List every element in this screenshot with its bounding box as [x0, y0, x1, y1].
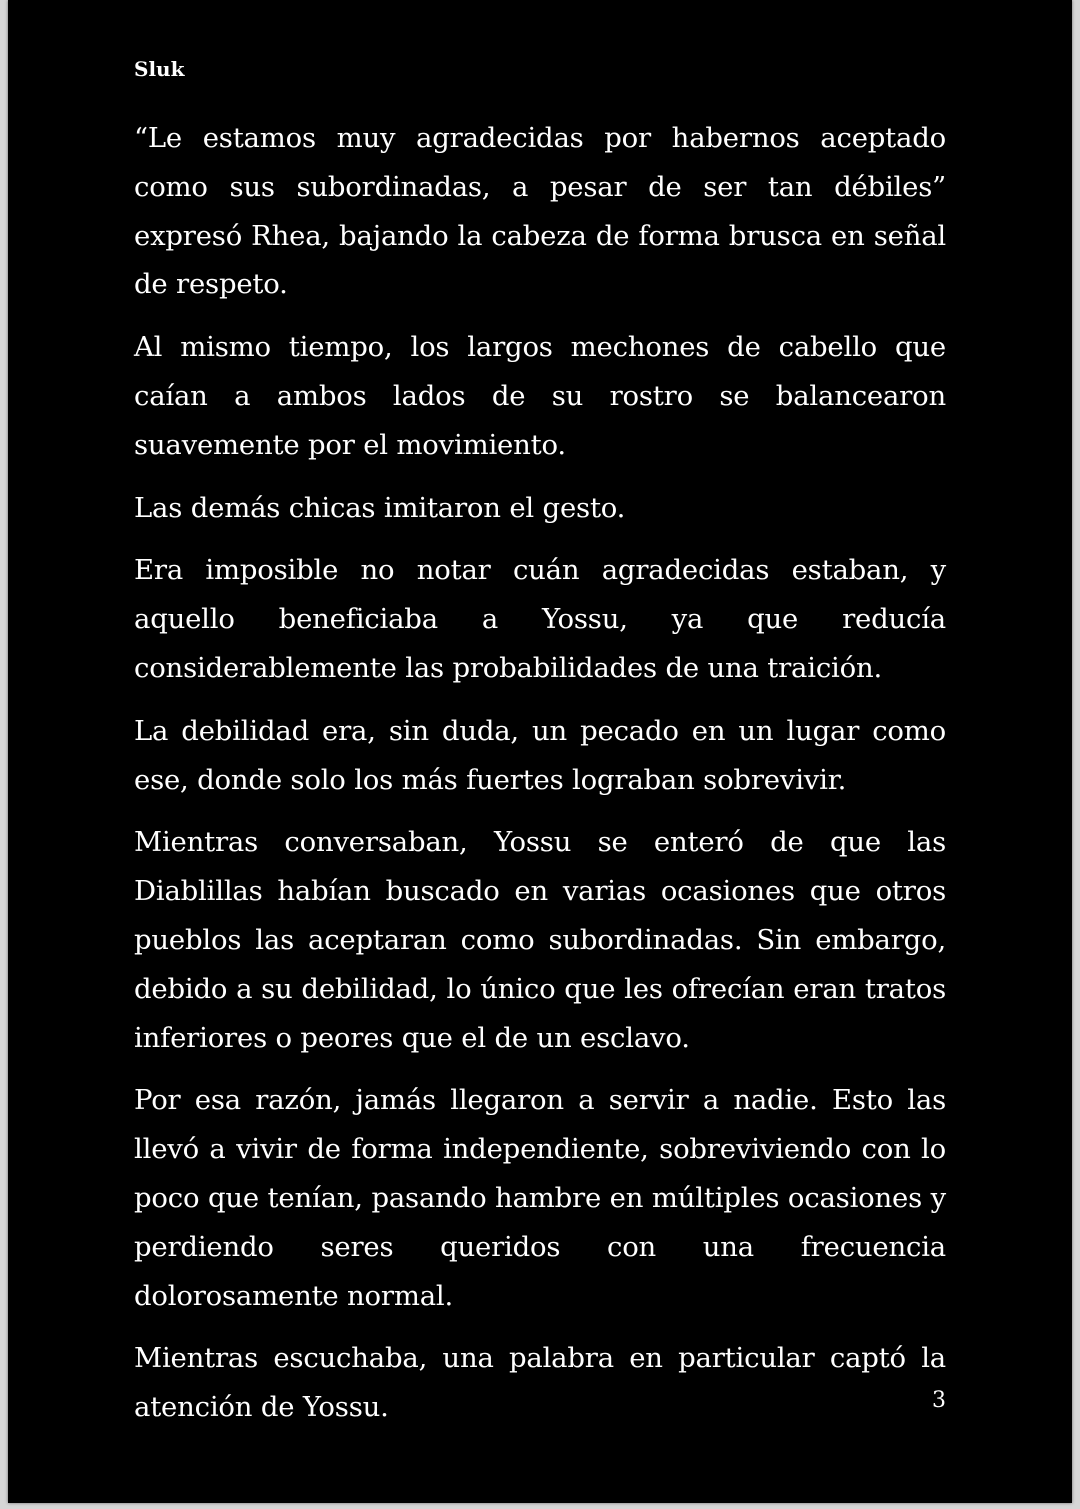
paragraph: Por esa razón, jamás llegaron a servir a nadie. Esto las llevó a vivir de forma independiente, sobreviviendo con lo poco que tenían, pasando hambre en múltiples ocasiones y perdiendo seres queridos con una frecuencia dolorosamente normal. [134, 1084, 946, 1312]
page-body [134, 114, 946, 1446]
paragraph: Al mismo tiempo, los largos mechones de cabello que caían a ambos lados de su rostro se balancearon suavemente por el movimiento. [134, 331, 946, 461]
paragraph: Era imposible no notar cuán agradecidas estaban, y aquello beneficiaba a Yossu, ya que reducía considerablemente las probabilidades de una traición. [134, 554, 946, 684]
paragraph: Las demás chicas imitaron el gesto. [134, 491, 626, 524]
paragraph: Mientras conversaban, Yossu se enteró de que las Diablillas habían buscado en varias ocasiones que otros pueblos las aceptaran como subordinadas. Sin embargo, debido a su debilidad, lo único que les ofrecían eran tratos inferiores o peores que el de un esclavo. [134, 826, 946, 1054]
document-page [8, 0, 1072, 1503]
paragraph: “Le estamos muy agradecidas por habernos aceptado como sus subordinadas, a pesar de ser tan débiles” expresó Rhea, bajando la cabeza de forma brusca en señal de respeto. [134, 122, 946, 301]
paragraph: Mientras escuchaba, una palabra en particular captó la atención de Yossu. [134, 1342, 946, 1424]
paragraph: La debilidad era, sin duda, un pecado en un lugar como ese, donde solo los más fuertes lograban sobrevivir. [134, 714, 946, 796]
page-number: 3 [932, 1388, 946, 1413]
running-header: Sluk [134, 57, 185, 81]
